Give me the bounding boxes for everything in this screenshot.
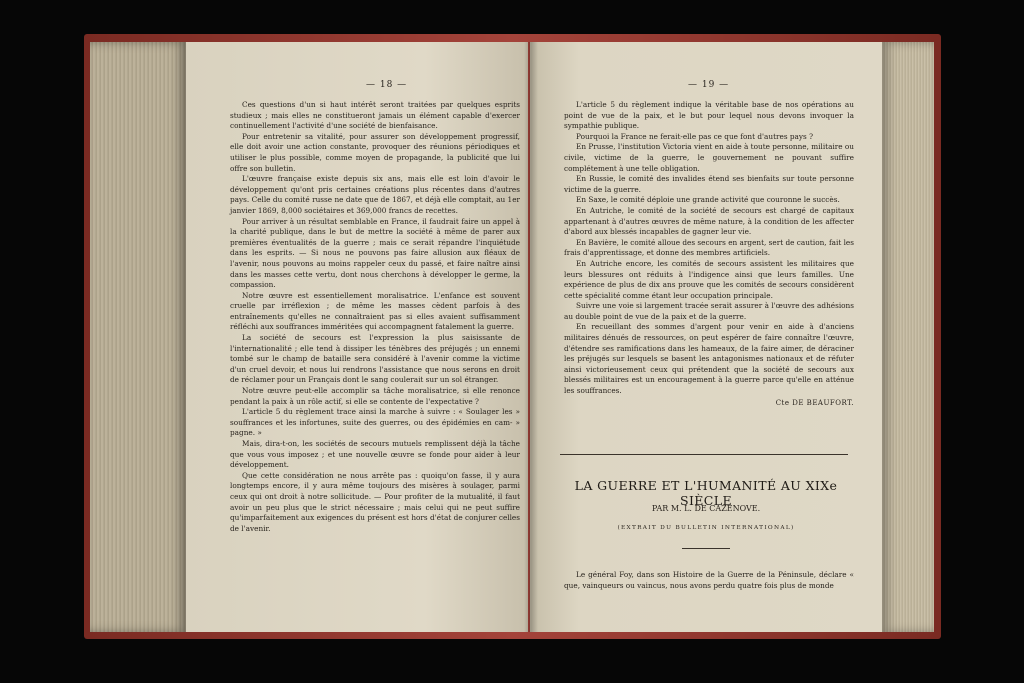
page-edges-left	[90, 42, 186, 632]
article-intro	[564, 570, 854, 591]
book-gutter	[524, 42, 538, 632]
paragraph: La société de secours est l'expression la plus saisissante de l'internationalité ; elle tend à dissiper les ténèbres des préjugés ; un ennemi tombé sur le champ de bataille sera considéré à l'avenir comme la victime d'un cruel devoir, et nous lui rendrons l'assistance que nous serons en droit de réclamer pour un Français dont le sang coulerait sur un sol étranger.	[230, 333, 520, 385]
paragraph: L'article 5 du règlement trace ainsi la marche à suivre : « Soulager les » souffrances et les infortunes, suite des guerres, ou des épidémies en cam- » pagne. »	[230, 407, 520, 438]
article-byline: PAR M. L. DE CAZENOVE.	[651, 504, 761, 513]
paragraph: Mais, dira-t-on, les sociétés de secours mutuels remplissent déjà la tâche que vous vous imposez ; et une nouvelle œuvre se fonde pour aider à leur développement.	[230, 439, 520, 470]
paragraph: Suivre une voie si largement tracée serait assurer à l'œuvre des adhésions au double point de vue de la paix et de la guerre.	[564, 301, 854, 321]
left-page	[186, 42, 528, 632]
page-number-left: — 18 —	[366, 80, 408, 90]
paragraph: En Bavière, le comité alloue des secours en argent, sert de caution, fait les frais d'apprentissage, et donne des membres artificiels.	[564, 237, 854, 258]
paragraph: En Autriche encore, les comités de secours assistent les militaires que leurs blessures ont réduits à l'indigence ainsi que leurs familles. Une expérience de plus de dix ans prouve que les comités de secours considèrent cette spécialité comme étant leur occupation principale.	[564, 258, 854, 300]
paragraph: Que cette considération ne nous arrête pas : quoiqu'on fasse, il y aura longtemps encore, il y aura même toujours des misères à soulager, parmi ceux qui ont droit à notre sollicitude. — Pour profiter de la mutualité, il faut avoir un peu plus que le strict nécessaire ; mais celui qui ne peut suffire qu'imparfaitement aux exigences du présent est hors d'état de conjurer celles de l'avenir.	[230, 470, 520, 533]
short-divider	[682, 548, 730, 549]
paragraph: Notre œuvre peut-elle accomplir sa tâche moralisatrice, si elle renonce pendant la paix à un rôle actif, si elle se contente de l'expectative ?	[230, 386, 520, 406]
paragraph: En recueillant des sommes d'argent pour venir en aide à d'anciens militaires dénués de ressources, on peut espérer de faire connaître l'œuvre, d'étendre ses ramifications dans les hameaux, de la faire aimer, de déraciner les préjugés sur lesquels se basent les antagonismes nationaux et de réfuter ainsi victorieusement ceux qui prétendent que la société de secours aux blessés militaires est un encouragement à la guerre parce qu'elle en atténue les souffrances.	[564, 322, 854, 396]
right-page	[530, 42, 882, 632]
paragraph: Pour entretenir sa vitalité, pour assurer son développement progressif, elle doit avoir une action constante, provoquer des réunions périodiques et utiliser le plus possible, comme moyen de propagande, la publicité que lui offre son bulletin.	[230, 131, 520, 173]
divider-rule	[560, 454, 848, 455]
paragraph: En Russie, le comité des invalides étend ses bienfaits sur toute personne victime de la guerre.	[564, 174, 854, 194]
right-page-text	[564, 100, 854, 408]
paragraph: Pourquoi la France ne ferait-elle pas ce que font d'autres pays ?	[576, 131, 814, 141]
page-number-right: — 19 —	[688, 80, 730, 90]
paragraph: Le général Foy, dans son Histoire de la Guerre de la Péninsule, déclare « que, vainqueurs ou vaincus, nous avons perdu quatre fois plus de monde	[564, 570, 854, 590]
paragraph: En Prusse, l'institution Victoria vient en aide à toute personne, militaire ou civile, victime de la guerre, le gouvernement ne pouvant suffire complétement à une telle obligation.	[564, 142, 855, 173]
paragraph: En Autriche, le comité de la société de secours est chargé de capitaux appartenant à d'autres œuvres de même nature, à la condition de les affecter d'abord aux blessés incapables de gagner leur vie.	[564, 205, 854, 237]
paragraph: L'œuvre française existe depuis six ans, mais elle est loin d'avoir le développement qu'ont pris certaines créations plus récentes dans d'autres pays. Celle du comité russe ne date que de 1867, et déjà elle comptait, au 1er janvier 1869, 8,000 sociétaires et 369,000 francs de recettes.	[230, 174, 520, 215]
paragraph: L'article 5 du règlement indique la véritable base de nos opérations au point de vue de la paix, et le but pour lequel nous devons invoquer la sympathie publique.	[564, 100, 854, 131]
page-edges-right	[882, 42, 934, 632]
extract-note: (EXTRAIT DU BULLETIN INTERNATIONAL)	[617, 525, 795, 531]
paragraph: En Saxe, le comité déploie une grande activité que couronne le succès.	[576, 195, 840, 205]
left-page-text	[230, 100, 520, 534]
paragraph: Ces questions d'un si haut intérêt seront traitées par quelques esprits studieux ; mais elles ne constitueront jamais un élément capable d'exercer continuellement l'activité d'une société de bienfaisance.	[230, 100, 520, 131]
paragraph: Notre œuvre est essentiellement moralisatrice. L'enfance est souvent cruelle par irréflexion ; de même les masses cèdent parfois à des entraînements qu'elles ne connaîtraient pas si elles avaient suffisamment réfléchi aux souffrances imméritées qui accompagnent fatalement la guerre.	[230, 290, 520, 332]
paragraph: Pour arriver à un résultat semblable en France, il faudrait faire un appel à la charité publique, dans le but de mettre la société à même de parer aux premières éventualités de la guerre ; mais ce serait répandre l'inquiétude dans les esprits. — Si nous ne pouvons pas faire allusion aux fléaux de l'avenir, nous pouvons au moins rappeler ceux du passé, et faire naître ainsi dans les masses cette vertu, dont nous cherchons à développer le germe, la compassion.	[230, 216, 520, 290]
signature: Cte DE BEAUFORT.	[775, 398, 854, 407]
article-title: LA GUERRE ET L'HUMANITÉ AU XIXe SIÈCLE	[574, 478, 838, 508]
